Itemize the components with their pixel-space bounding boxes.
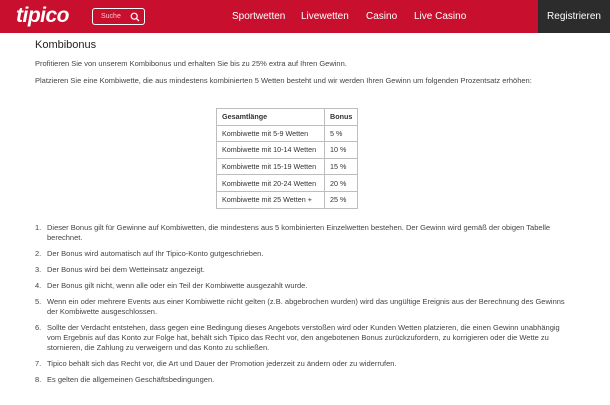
term-number: 8. — [35, 375, 42, 384]
column-header-length: Gesamtlänge — [217, 109, 325, 126]
term-number: 4. — [35, 281, 42, 290]
nav-live-casino[interactable]: Live Casino — [414, 11, 467, 22]
row-length-cell: Kombiwette mit 15-19 Wetten — [217, 158, 325, 175]
row-bonus-cell: 25 % — [325, 191, 358, 208]
main-content — [35, 39, 595, 93]
table-row — [217, 125, 358, 142]
list-item — [35, 265, 575, 275]
table-header-row — [217, 109, 358, 126]
row-bonus-cell: 15 % — [325, 158, 358, 175]
nav-sportwetten[interactable]: Sportwetten — [232, 11, 286, 22]
search-icon[interactable] — [130, 12, 140, 22]
page-title: Kombibonus — [35, 39, 97, 51]
register-button[interactable]: Registrieren — [538, 0, 610, 33]
list-item — [35, 223, 575, 243]
tipico-logo[interactable]: tipico — [16, 4, 69, 27]
column-header-bonus: Bonus — [325, 109, 358, 126]
term-number: 5. — [35, 297, 42, 306]
bonus-table — [216, 108, 358, 209]
list-item — [35, 297, 575, 317]
terms-list — [35, 223, 575, 391]
term-number: 7. — [35, 359, 42, 368]
search-placeholder: Suche — [101, 13, 121, 20]
list-item — [35, 281, 575, 291]
row-length-cell: Kombiwette mit 25 Wetten + — [217, 191, 325, 208]
term-text: Dieser Bonus gilt für Gewinne auf Kombiwetten, die mindestens aus 5 kombinierten Einzelwetten bestehen. Der Gewinn wird gemäß der obigen Tabelle berechnet. — [47, 223, 551, 242]
row-bonus-cell: 5 % — [325, 125, 358, 142]
description-text: Platzieren Sie eine Kombiwette, die aus mindestens kombinierten 5 Wetten besteht und wir werden Ihren Gewinn um folgenden Prozentsatz erhöhen: — [35, 76, 532, 85]
nav-livewetten[interactable]: Livewetten — [301, 11, 349, 22]
term-text: Der Bonus wird bei dem Wetteinsatz angezeigt. — [47, 265, 205, 274]
table-row — [217, 175, 358, 192]
term-text: Sollte der Verdacht entstehen, dass gegen eine Bedingung dieses Angebots verstoßen wird oder Kunden Wetten platzieren, die einen Gewinn unabhängig vom Ergebnis auf das Konto zur Folge hat, behält sich Tipico das Recht vor, den angebotenen Bonus zurückzufordern, zu korrigieren oder die Wette zu stornieren, die Zahlung zu verweigern und das Konto zu schließen. — [47, 323, 560, 352]
nav-casino[interactable]: Casino — [366, 11, 398, 22]
term-number: 3. — [35, 265, 42, 274]
term-number: 2. — [35, 249, 42, 258]
table-row — [217, 142, 358, 159]
term-text: Tipico behält sich das Recht vor, die Art und Dauer der Promotion jederzeit zu ändern oder zu widerrufen. — [47, 359, 397, 368]
term-number: 1. — [35, 223, 42, 232]
term-text: Wenn ein oder mehrere Events aus einer Kombiwette nicht gelten (z.B. abgebrochen wurden) wird das ungültige Ereignis aus der Berechnung des Gewinns der Kombiwette ausgeschlossen. — [47, 297, 565, 316]
term-text: Es gelten die allgemeinen Geschäftsbedingungen. — [47, 375, 215, 384]
row-length-cell: Kombiwette mit 10-14 Wetten — [217, 142, 325, 159]
row-length-cell: Kombiwette mit 20-24 Wetten — [217, 175, 325, 192]
intro-text: Profitieren Sie von unserem Kombibonus und erhalten Sie bis zu 25% extra auf Ihren Gewinn. — [35, 59, 347, 68]
table-row — [217, 191, 358, 208]
search-input[interactable] — [92, 8, 145, 25]
list-item — [35, 323, 575, 353]
table-row — [217, 158, 358, 175]
row-length-cell: Kombiwette mit 5-9 Wetten — [217, 125, 325, 142]
list-item — [35, 359, 575, 369]
term-number: 6. — [35, 323, 42, 332]
row-bonus-cell: 10 % — [325, 142, 358, 159]
top-header — [0, 0, 610, 33]
term-text: Der Bonus gilt nicht, wenn alle oder ein Teil der Kombiwette ausgezahlt wurde. — [47, 281, 308, 290]
row-bonus-cell: 20 % — [325, 175, 358, 192]
list-item — [35, 249, 575, 259]
list-item — [35, 375, 575, 385]
term-text: Der Bonus wird automatisch auf Ihr Tipico-Konto gutgeschrieben. — [47, 249, 264, 258]
